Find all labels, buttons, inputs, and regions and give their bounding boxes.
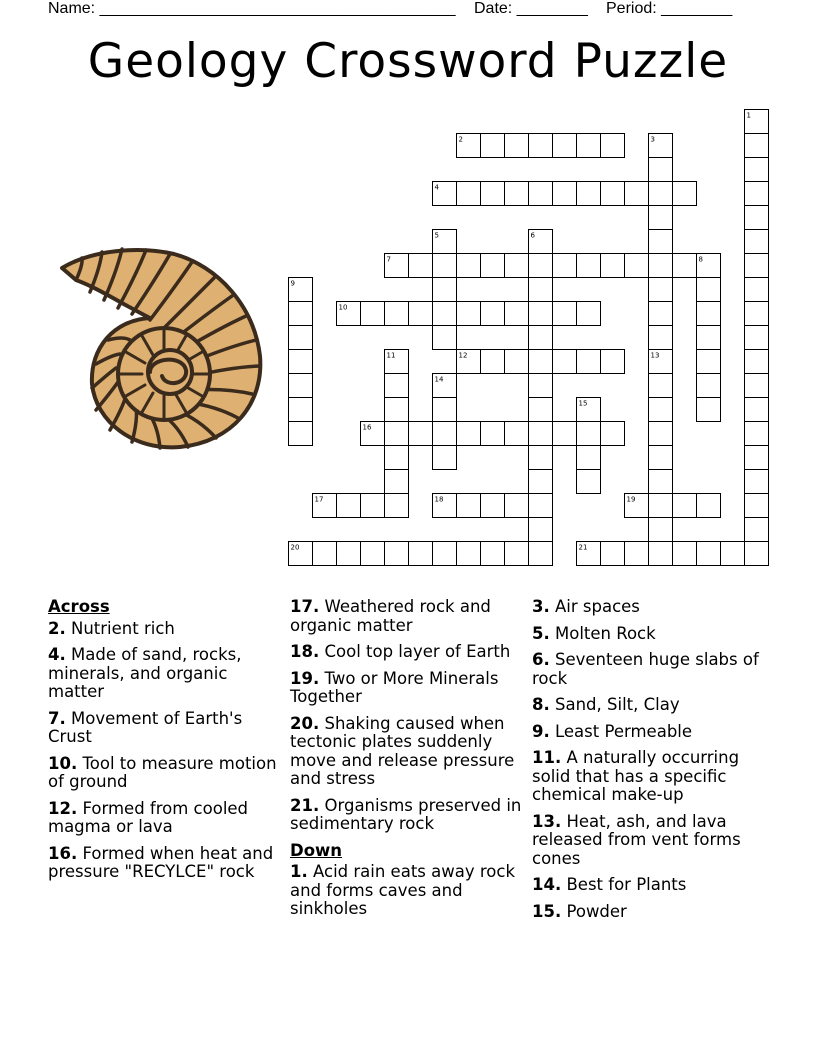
clue-number-label: 3 bbox=[650, 135, 655, 144]
clue-item bbox=[48, 845, 288, 882]
grid-cell[interactable] bbox=[697, 326, 721, 350]
grid-cell[interactable] bbox=[553, 254, 577, 278]
clue-number: 14. bbox=[532, 875, 562, 894]
grid-cell[interactable] bbox=[457, 542, 481, 566]
grid-cell[interactable] bbox=[529, 254, 553, 278]
grid-cell[interactable] bbox=[745, 542, 769, 566]
clue-item bbox=[290, 715, 530, 789]
down-clue-list-continued bbox=[532, 598, 772, 921]
clue-number: 9. bbox=[532, 721, 550, 741]
grid-cell[interactable] bbox=[529, 518, 553, 542]
grid-cell[interactable] bbox=[505, 182, 529, 206]
grid-cell[interactable] bbox=[697, 302, 721, 326]
clue-text: Sand, Silt, Clay bbox=[555, 695, 680, 714]
grid-cell[interactable] bbox=[409, 302, 433, 326]
grid-cell[interactable] bbox=[601, 350, 625, 374]
grid-cell[interactable] bbox=[385, 422, 409, 446]
clue-number: 10. bbox=[48, 753, 78, 773]
grid-cell[interactable] bbox=[457, 302, 481, 326]
grid-cell[interactable] bbox=[601, 542, 625, 566]
grid-cell[interactable] bbox=[553, 302, 577, 326]
grid-cell[interactable] bbox=[385, 446, 409, 470]
clue-text: Molten Rock bbox=[555, 623, 656, 643]
grid-cell[interactable] bbox=[433, 254, 457, 278]
clue-number: 15. bbox=[532, 901, 562, 921]
clue-number: 18. bbox=[290, 642, 320, 661]
grid-cell[interactable] bbox=[553, 350, 577, 374]
clue-number: 2. bbox=[48, 618, 66, 638]
clues-column-3 bbox=[532, 598, 772, 929]
clue-number: 1. bbox=[290, 862, 308, 881]
clue-number-label: 6 bbox=[530, 231, 535, 240]
grid-cell[interactable] bbox=[601, 134, 625, 158]
grid-cell[interactable] bbox=[481, 182, 505, 206]
grid-cell[interactable] bbox=[745, 494, 769, 518]
grid-cell[interactable] bbox=[697, 494, 721, 518]
grid-cell[interactable] bbox=[721, 542, 745, 566]
clue-item bbox=[48, 800, 288, 837]
grid-cell[interactable] bbox=[577, 302, 601, 326]
clue-number-label: 1 bbox=[746, 111, 751, 120]
clue-number: 7. bbox=[48, 708, 66, 728]
grid-cell[interactable] bbox=[481, 302, 505, 326]
grid-cell[interactable] bbox=[289, 398, 313, 422]
grid-cell[interactable] bbox=[505, 350, 529, 374]
grid-cell[interactable] bbox=[649, 182, 673, 206]
clue-number: 11. bbox=[532, 748, 562, 767]
clue-number: 4. bbox=[48, 645, 66, 664]
grid-cell[interactable] bbox=[745, 350, 769, 374]
clue-number-label: 10 bbox=[338, 303, 348, 312]
clue-text: Shaking caused when tectonic plates suddenly move and release pressure and stress bbox=[290, 713, 515, 788]
clue-number-label: 8 bbox=[698, 255, 703, 264]
clue-text: Weathered rock and organic matter bbox=[290, 597, 491, 635]
grid-cell[interactable] bbox=[505, 494, 529, 518]
grid-cell[interactable] bbox=[409, 542, 433, 566]
down-heading: Down bbox=[290, 840, 343, 860]
clue-number: 3. bbox=[532, 597, 550, 616]
grid-cell[interactable] bbox=[745, 326, 769, 350]
clue-number-label: 2 bbox=[458, 135, 463, 144]
grid-cell[interactable] bbox=[577, 254, 601, 278]
grid-cell[interactable] bbox=[385, 302, 409, 326]
clue-text: Formed from cooled magma or lava bbox=[48, 798, 249, 836]
clue-number-label: 13 bbox=[650, 351, 660, 360]
grid-cell[interactable] bbox=[529, 542, 553, 566]
grid-cell[interactable] bbox=[745, 254, 769, 278]
grid-cell[interactable] bbox=[577, 350, 601, 374]
across-clue-list-continued bbox=[290, 598, 530, 834]
grid-cell[interactable] bbox=[745, 182, 769, 206]
clue-item bbox=[290, 863, 530, 919]
grid-cell[interactable] bbox=[433, 278, 457, 302]
clue-text: Heat, ash, and lava released from vent forms cones bbox=[532, 811, 741, 868]
grid-cell[interactable] bbox=[577, 134, 601, 158]
clue-number: 16. bbox=[48, 843, 78, 863]
clue-text: Two or More Minerals Together bbox=[290, 668, 499, 706]
clue-number-label: 19 bbox=[626, 495, 636, 504]
clue-number-label: 12 bbox=[458, 351, 468, 360]
grid-cell[interactable] bbox=[385, 494, 409, 518]
grid-cell[interactable] bbox=[385, 542, 409, 566]
grid-cell[interactable] bbox=[745, 230, 769, 254]
grid-cell[interactable] bbox=[745, 422, 769, 446]
clue-item bbox=[532, 749, 772, 805]
clue-item bbox=[532, 813, 772, 869]
clue-text: Organisms preserved in sedimentary rock bbox=[290, 795, 522, 833]
clue-item bbox=[290, 643, 530, 662]
grid-cell[interactable] bbox=[481, 254, 505, 278]
grid-cell[interactable] bbox=[529, 470, 553, 494]
grid-cell[interactable] bbox=[553, 422, 577, 446]
grid-cell[interactable] bbox=[289, 350, 313, 374]
grid-cell[interactable] bbox=[433, 542, 457, 566]
clue-number: 17. bbox=[290, 597, 320, 616]
clue-number-label: 16 bbox=[362, 423, 372, 432]
clue-number: 6. bbox=[532, 650, 550, 669]
grid-cell[interactable] bbox=[601, 182, 625, 206]
grid-cell[interactable] bbox=[649, 518, 673, 542]
grid-cell[interactable] bbox=[361, 494, 385, 518]
grid-cell[interactable] bbox=[745, 470, 769, 494]
clue-text: Best for Plants bbox=[566, 875, 687, 894]
clue-text: Nutrient rich bbox=[71, 618, 175, 638]
grid-cell[interactable] bbox=[289, 422, 313, 446]
grid-cell[interactable] bbox=[673, 182, 697, 206]
clue-number-label: 14 bbox=[434, 375, 444, 384]
grid-cell[interactable] bbox=[649, 470, 673, 494]
clue-number-label: 20 bbox=[290, 543, 300, 552]
grid-cell[interactable] bbox=[649, 302, 673, 326]
clue-text: Seventeen huge slabs of rock bbox=[532, 650, 759, 688]
grid-cell[interactable] bbox=[601, 254, 625, 278]
grid-cell[interactable] bbox=[457, 254, 481, 278]
clue-number-label: 5 bbox=[434, 231, 439, 240]
clue-number: 21. bbox=[290, 795, 320, 815]
grid-cell[interactable] bbox=[649, 494, 673, 518]
across-heading: Across bbox=[48, 597, 110, 616]
grid-cell[interactable] bbox=[505, 542, 529, 566]
grid-cell[interactable] bbox=[673, 254, 697, 278]
grid-cell[interactable] bbox=[457, 182, 481, 206]
clue-text: Movement of Earth's Crust bbox=[48, 708, 243, 746]
grid-cell[interactable] bbox=[505, 302, 529, 326]
grid-cell[interactable] bbox=[529, 494, 553, 518]
grid-cell[interactable] bbox=[289, 302, 313, 326]
grid-cell[interactable] bbox=[385, 470, 409, 494]
grid-cell[interactable] bbox=[649, 254, 673, 278]
grid-cell[interactable] bbox=[577, 446, 601, 470]
grid-cell[interactable] bbox=[745, 518, 769, 542]
grid-cell[interactable] bbox=[745, 302, 769, 326]
clue-item bbox=[290, 598, 530, 635]
grid-cell[interactable] bbox=[673, 494, 697, 518]
clue-item bbox=[290, 670, 530, 707]
grid-cell[interactable] bbox=[409, 422, 433, 446]
page-title: Geology Crossword Puzzle bbox=[87, 34, 729, 89]
clue-number-label: 17 bbox=[314, 495, 324, 504]
grid-cell[interactable] bbox=[361, 302, 385, 326]
clue-number: 13. bbox=[532, 811, 562, 831]
clue-text: Acid rain eats away rock and forms caves and sinkholes bbox=[290, 862, 515, 918]
grid-cell[interactable] bbox=[697, 350, 721, 374]
across-clue-list bbox=[48, 620, 288, 882]
grid-cell[interactable] bbox=[673, 542, 697, 566]
clue-item bbox=[48, 620, 288, 639]
clue-item bbox=[532, 651, 772, 688]
clue-text: Powder bbox=[566, 901, 627, 921]
grid-cell[interactable] bbox=[601, 422, 625, 446]
grid-cell[interactable] bbox=[409, 254, 433, 278]
grid-cell[interactable] bbox=[289, 374, 313, 398]
grid-cell[interactable] bbox=[745, 446, 769, 470]
grid-cell[interactable] bbox=[625, 542, 649, 566]
grid-cell[interactable] bbox=[649, 158, 673, 182]
grid-cell[interactable] bbox=[481, 542, 505, 566]
clue-number-label: 7 bbox=[386, 255, 391, 264]
clue-text: Made of sand, rocks, minerals, and organic matter bbox=[48, 645, 242, 701]
grid-cell[interactable] bbox=[625, 254, 649, 278]
grid-cell[interactable] bbox=[433, 422, 457, 446]
grid-cell[interactable] bbox=[481, 494, 505, 518]
clue-text: Least Permeable bbox=[555, 721, 693, 741]
grid-cell[interactable] bbox=[577, 422, 601, 446]
grid-cell[interactable] bbox=[697, 278, 721, 302]
clue-number: 19. bbox=[290, 668, 320, 688]
grid-cell[interactable] bbox=[337, 542, 361, 566]
grid-cell[interactable] bbox=[529, 278, 553, 302]
grid-cell[interactable] bbox=[361, 542, 385, 566]
grid-cell[interactable] bbox=[745, 206, 769, 230]
clues-column-1 bbox=[48, 598, 288, 890]
grid-cell[interactable] bbox=[529, 374, 553, 398]
grid-cell[interactable] bbox=[433, 398, 457, 422]
grid-cell[interactable] bbox=[577, 470, 601, 494]
clue-item bbox=[48, 646, 288, 702]
grid-cell[interactable] bbox=[529, 446, 553, 470]
ammonite-shell-icon bbox=[52, 244, 268, 452]
grid-cell[interactable] bbox=[697, 374, 721, 398]
clue-text: A naturally occurring solid that has a specific chemical make-up bbox=[532, 748, 740, 804]
grid-cell[interactable] bbox=[649, 446, 673, 470]
grid-cell[interactable] bbox=[529, 350, 553, 374]
clue-number-label: 18 bbox=[434, 495, 444, 504]
grid-cell[interactable] bbox=[505, 422, 529, 446]
clue-number-label: 4 bbox=[434, 183, 439, 192]
grid-cell[interactable] bbox=[649, 230, 673, 254]
grid-cell[interactable] bbox=[337, 494, 361, 518]
grid-cell[interactable] bbox=[457, 422, 481, 446]
grid-cell[interactable] bbox=[697, 398, 721, 422]
grid-cell[interactable] bbox=[529, 134, 553, 158]
grid-cell[interactable] bbox=[289, 326, 313, 350]
clue-number: 8. bbox=[532, 695, 550, 714]
clue-item bbox=[532, 876, 772, 895]
clue-item bbox=[532, 723, 772, 742]
grid-cell[interactable] bbox=[505, 254, 529, 278]
grid-cell[interactable] bbox=[529, 398, 553, 422]
clue-number-label: 21 bbox=[578, 543, 588, 552]
grid-cell[interactable] bbox=[649, 374, 673, 398]
grid-cell[interactable] bbox=[481, 422, 505, 446]
grid-cell[interactable] bbox=[745, 158, 769, 182]
grid-cell[interactable] bbox=[481, 350, 505, 374]
clue-item bbox=[48, 755, 288, 792]
grid-cell[interactable] bbox=[505, 134, 529, 158]
name-field[interactable]: Name: ________________________________________ bbox=[48, 0, 456, 17]
grid-cell[interactable] bbox=[457, 494, 481, 518]
grid-cell[interactable] bbox=[433, 446, 457, 470]
grid-cell[interactable] bbox=[697, 542, 721, 566]
grid-cell[interactable] bbox=[745, 278, 769, 302]
down-clue-list bbox=[290, 863, 530, 919]
grid-cell[interactable] bbox=[529, 326, 553, 350]
grid-cell[interactable] bbox=[649, 542, 673, 566]
period-field[interactable]: Period: ________ bbox=[606, 0, 733, 17]
grid-cell[interactable] bbox=[529, 182, 553, 206]
grid-cell[interactable] bbox=[481, 134, 505, 158]
grid-cell[interactable] bbox=[313, 542, 337, 566]
clue-item bbox=[532, 598, 772, 617]
clue-text: Air spaces bbox=[555, 597, 640, 616]
grid-cell[interactable] bbox=[649, 326, 673, 350]
grid-cell[interactable] bbox=[553, 134, 577, 158]
clue-text: Tool to measure motion of ground bbox=[48, 753, 277, 791]
date-field[interactable]: Date: ________ bbox=[474, 0, 588, 17]
grid-cell[interactable] bbox=[529, 422, 553, 446]
clue-number-label: 9 bbox=[290, 279, 295, 288]
grid-cell[interactable] bbox=[745, 398, 769, 422]
grid-cell[interactable] bbox=[745, 374, 769, 398]
grid-cell[interactable] bbox=[385, 374, 409, 398]
grid-cell[interactable] bbox=[577, 182, 601, 206]
grid-cell[interactable] bbox=[553, 182, 577, 206]
grid-cell[interactable] bbox=[385, 398, 409, 422]
clue-number-label: 11 bbox=[386, 351, 396, 360]
clue-item bbox=[532, 903, 772, 922]
clues-column-2 bbox=[290, 598, 530, 927]
grid-cell[interactable] bbox=[649, 206, 673, 230]
clue-number-label: 15 bbox=[578, 399, 588, 408]
clue-text: Cool top layer of Earth bbox=[324, 642, 511, 661]
clue-number: 5. bbox=[532, 623, 550, 643]
clue-number: 20. bbox=[290, 713, 320, 733]
grid-cell[interactable] bbox=[433, 302, 457, 326]
grid-cell[interactable] bbox=[745, 134, 769, 158]
clue-number: 12. bbox=[48, 798, 78, 818]
clue-item bbox=[532, 625, 772, 644]
grid-cell[interactable] bbox=[625, 182, 649, 206]
grid-cell[interactable] bbox=[649, 398, 673, 422]
shell-rib bbox=[108, 338, 130, 340]
clue-text: Formed when heat and pressure "RECYLCE" rock bbox=[48, 843, 274, 881]
grid-cell[interactable] bbox=[529, 302, 553, 326]
clue-item bbox=[532, 696, 772, 715]
clue-item bbox=[290, 797, 530, 834]
grid-cell[interactable] bbox=[649, 278, 673, 302]
clue-item bbox=[48, 710, 288, 747]
grid-cell[interactable] bbox=[649, 422, 673, 446]
grid-cell[interactable] bbox=[433, 326, 457, 350]
